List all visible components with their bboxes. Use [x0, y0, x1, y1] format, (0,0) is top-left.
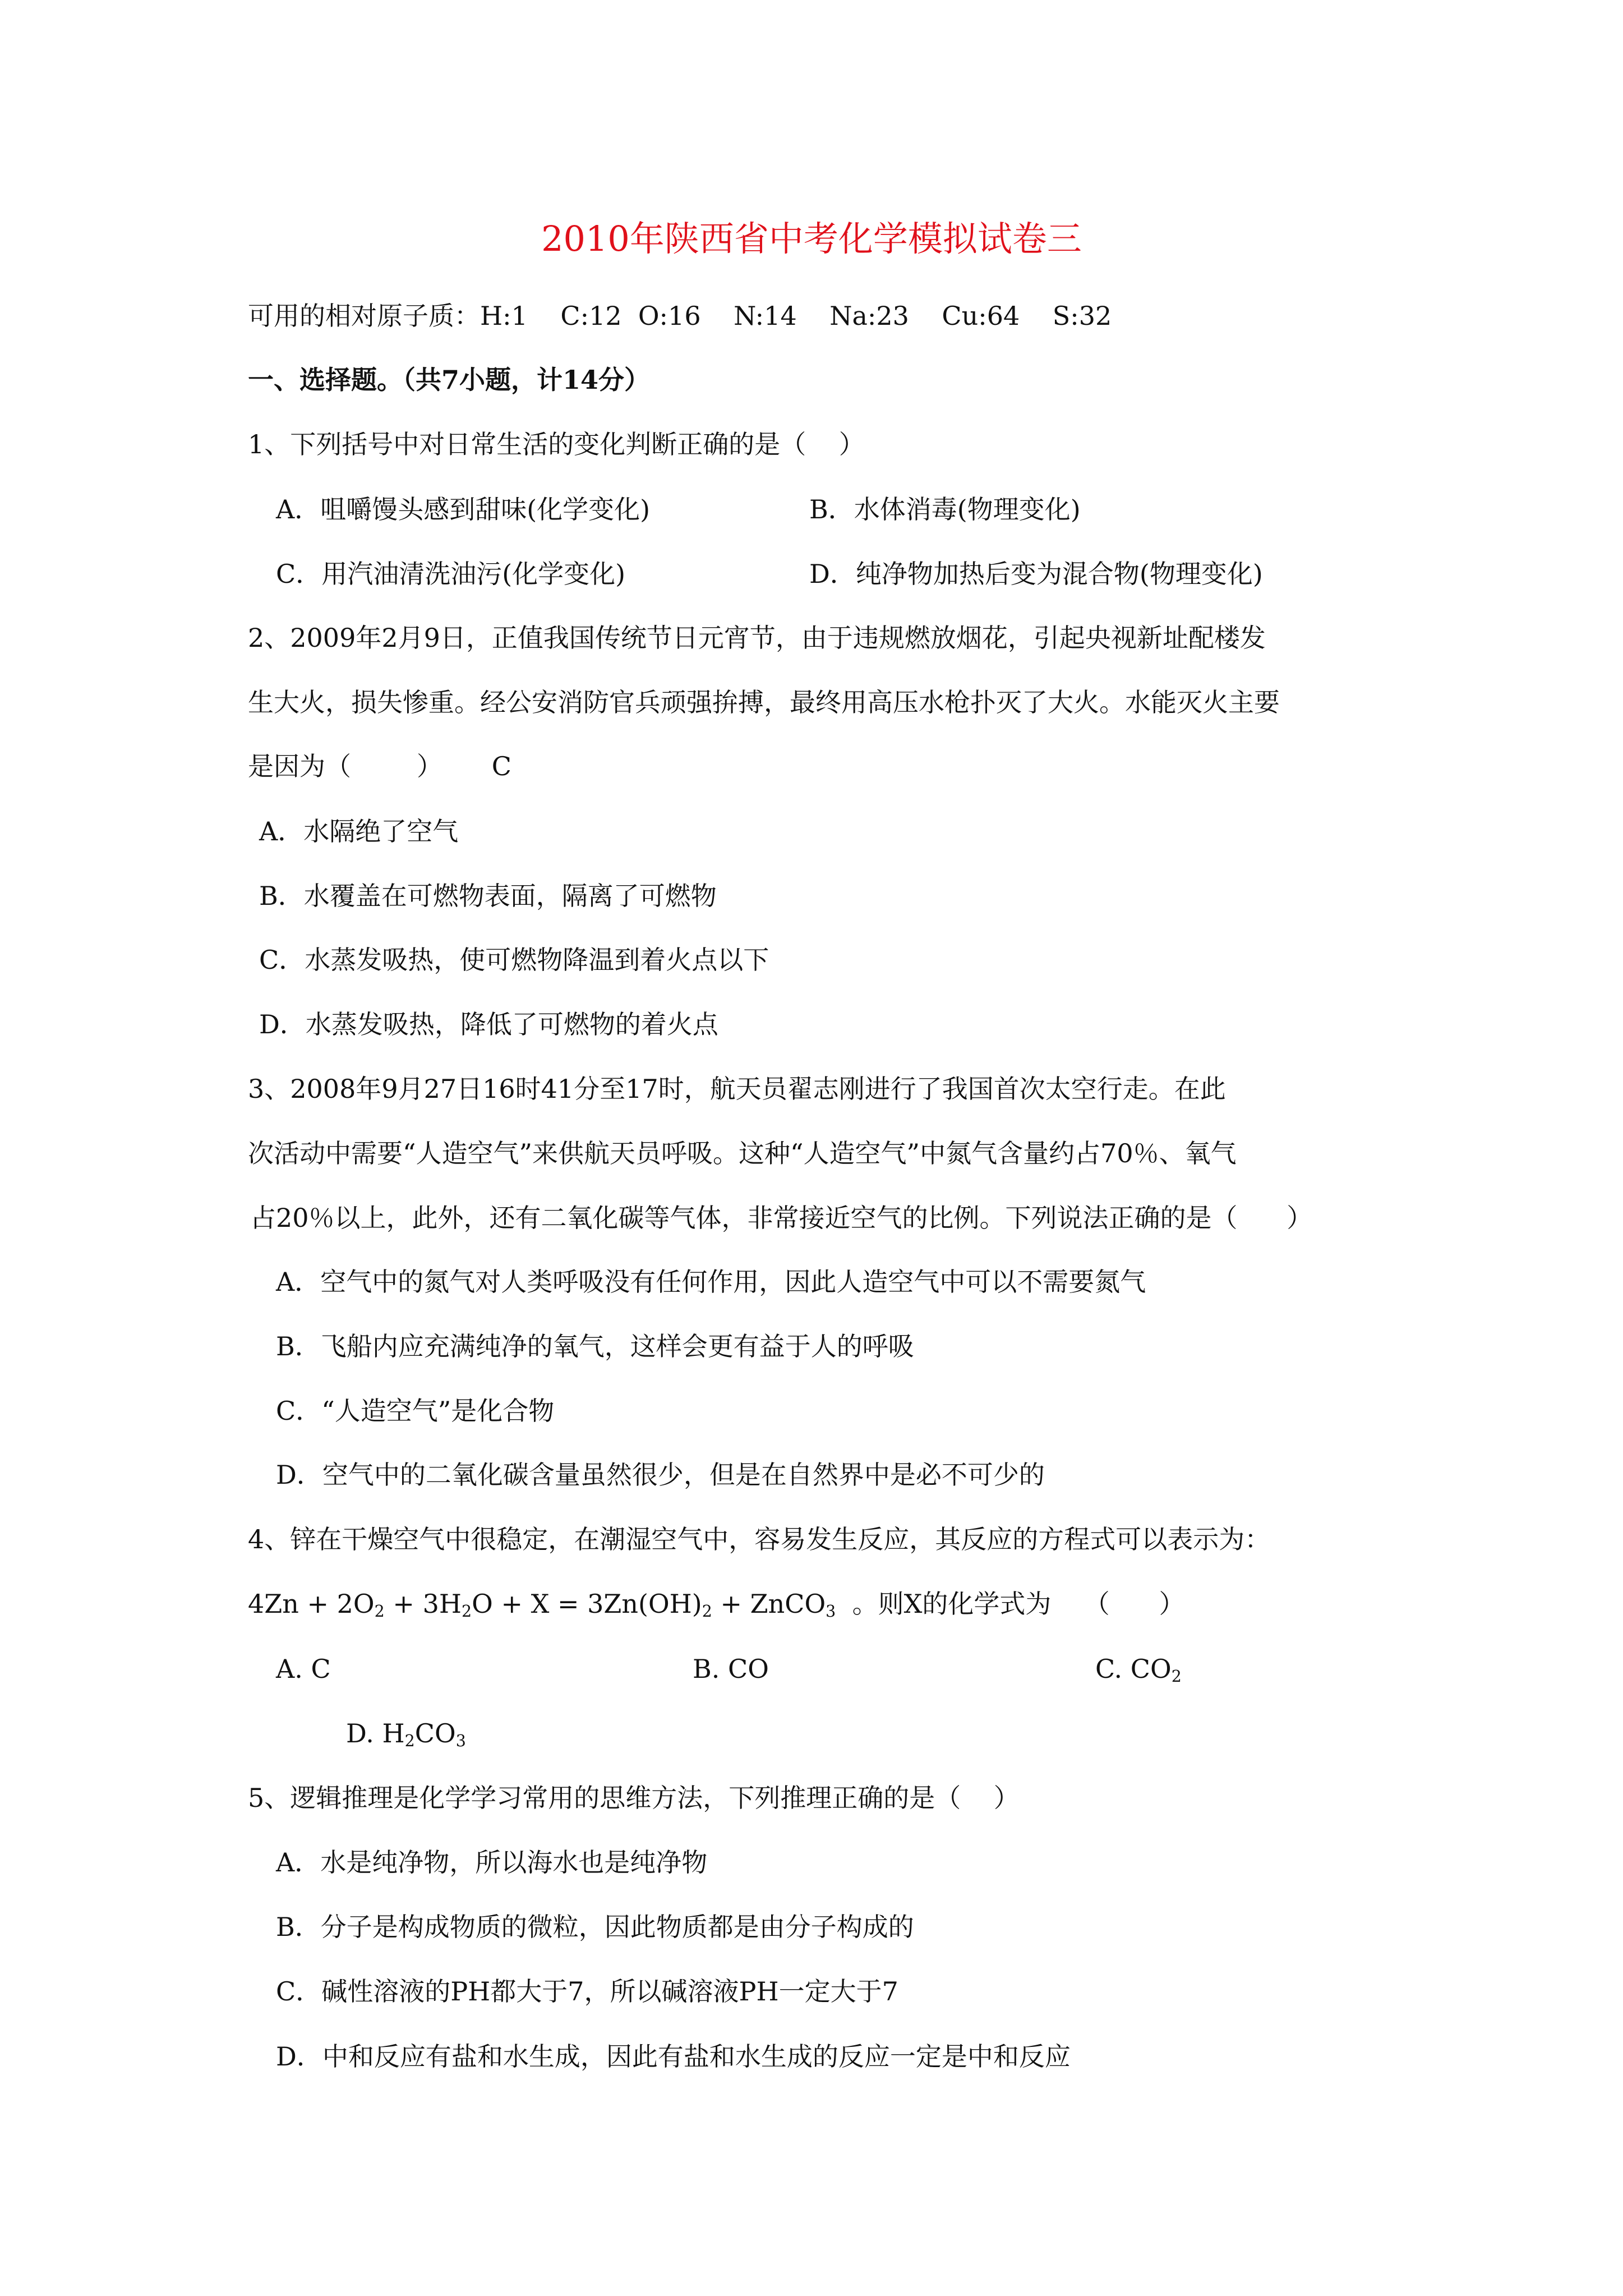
- q2-stem-line2: 生大火，损失惨重。经公安消防官兵顽强拚搏，最终用高压水枪扑灭了大火。水能灭火主要: [248, 687, 1280, 717]
- q4-option-a: A. C: [276, 1654, 331, 1684]
- q3-option-b: B．飞船内应充满纯净的氧气，这样会更有益于人的呼吸: [276, 1331, 914, 1361]
- q1-option-b: B．水体消毒(物理变化): [809, 494, 1081, 524]
- q3-stem-line3: 占20％以上，此外，还有二氧化碳等气体，非常接近空气的比例。下列说法正确的是（ ）: [250, 1203, 1313, 1233]
- q2-option-d: D．水蒸发吸热，降低了可燃物的着火点: [259, 1009, 718, 1039]
- q5-option-d: D．中和反应有盐和水生成，因此有盐和水生成的反应一定是中和反应: [276, 2041, 1071, 2072]
- q5-option-c: C．碱性溶液的PH都大于7，所以碱溶液PH一定大于7: [276, 1976, 898, 2007]
- page-title: 2010年陕西省中考化学模拟试卷三: [541, 218, 1082, 259]
- q2-option-c: C．水蒸发吸热，使可燃物降温到着火点以下: [259, 945, 769, 975]
- q2-stem-line1: 2、2009年2月9日，正值我国传统节日元宵节，由于违规燃放烟花，引起央视新址配楼发: [248, 623, 1266, 653]
- q3-option-d: D．空气中的二氧化碳含量虽然很少，但是在自然界中是必不可少的: [276, 1460, 1045, 1490]
- q3-option-c: C．“人造空气”是化合物: [276, 1396, 555, 1426]
- q2-option-a: A．水隔绝了空气: [259, 816, 459, 846]
- q3-stem-line1: 3、2008年9月27日16时41分至17时，航天员翟志刚进行了我国首次太空行走。在此: [248, 1074, 1226, 1104]
- q4-equation: $4Zn + 2O_2 + 3H_2O + X = 3Zn(OH)_2$ + ZnCO$_3$ 。则X的化学式为 （ ）: [248, 1589, 1185, 1621]
- q4-option-c: C. $CO_2$: [1095, 1654, 1182, 1686]
- q4-stem-line1: 4、锌在干燥空气中很稳定，在潮湿空气中，容易发生反应，其反应的方程式可以表示为：: [248, 1524, 1271, 1554]
- q3-stem-line2: 次活动中需要“人造空气”来供航天员呼吸。这种“人造空气”中氮气含量约占70％、氧气: [248, 1138, 1237, 1168]
- q1-option-d: D．纯净物加热后变为混合物(物理变化): [809, 559, 1263, 589]
- section-heading: 一、选择题。（共7小题，计14分）: [248, 365, 651, 395]
- q5-option-a: A．水是纯净物，所以海水也是纯净物: [276, 1847, 708, 1878]
- q3-option-a: A．空气中的氮气对人类呼吸没有任何作用，因此人造空气中可以不需要氮气: [276, 1267, 1146, 1297]
- q2-option-b: B．水覆盖在可燃物表面，隔离了可燃物: [259, 881, 717, 911]
- q2-stem-line3: 是因为（ ） C: [248, 751, 511, 781]
- q1-stem: 1、下列括号中对日常生活的变化判断正确的是（ ）: [248, 429, 865, 459]
- q1-option-c: C．用汽油清洗油污(化学变化): [276, 559, 626, 589]
- q5-option-b: B．分子是构成物质的微粒，因此物质都是由分子构成的: [276, 1912, 914, 1942]
- q4-option-d: D. $H_2CO_3$: [346, 1718, 466, 1751]
- q4-option-b: B. CO: [693, 1654, 769, 1684]
- q1-option-a: A．咀嚼馒头感到甜味(化学变化): [276, 494, 651, 524]
- atomic-masses: 可用的相对原子质：H:1 C:12 O:16 N:14 Na:23 Cu:64 S:32: [248, 301, 1112, 331]
- q5-stem: 5、逻辑推理是化学学习常用的思维方法，下列推理正确的是（ ）: [248, 1783, 1020, 1813]
